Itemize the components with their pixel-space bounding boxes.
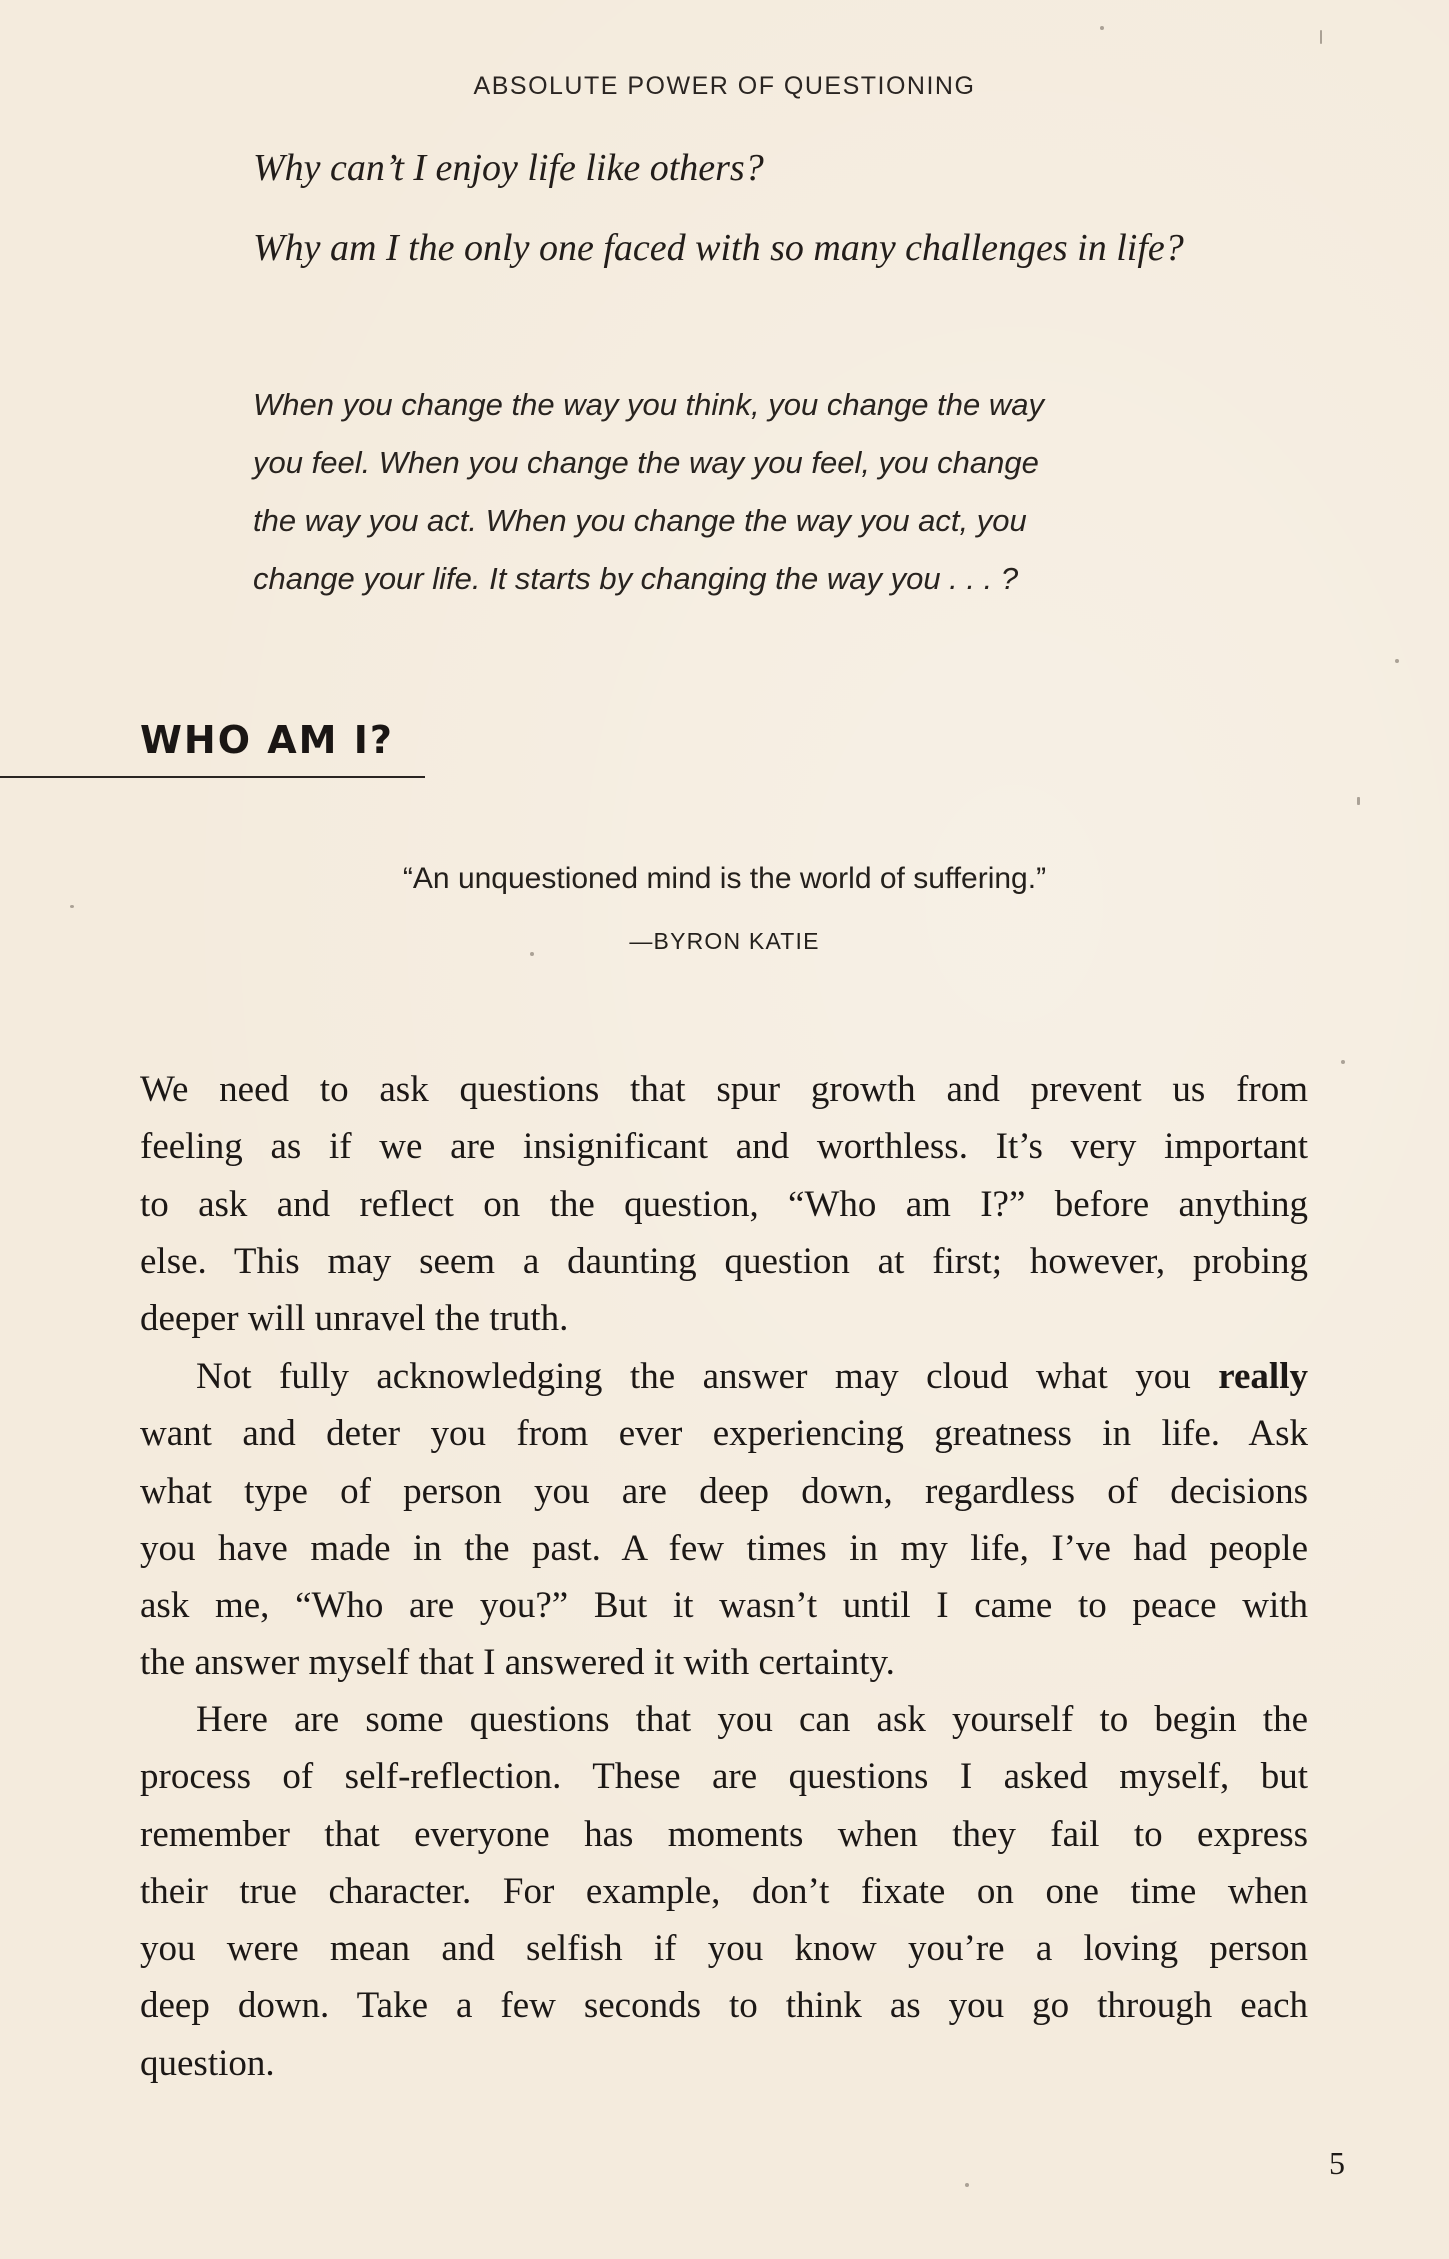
boxed-quote-line: When you change the way you think, you change the way [253, 387, 1044, 422]
paragraph-line: their true character. For example, don’t fixate on one time when [140, 1870, 1308, 1912]
running-head: ABSOLUTE POWER OF QUESTIONING [473, 72, 976, 100]
section-heading: WHO AM I? [140, 718, 394, 762]
paragraph-3 [140, 1691, 1308, 2092]
paragraph-text: Not fully acknowledging the answer may cloud what you [196, 1356, 1191, 1397]
paragraph-line: Here are some questions that you can ask yourself to begin the [196, 1699, 1308, 1740]
paragraph-line: else. This may seem a daunting question at first; however, probing [140, 1240, 1308, 1282]
paragraph-1 [140, 1061, 1308, 1347]
epigraph-attribution: —BYRON KATIE [629, 928, 820, 954]
boxed-quote [253, 376, 1213, 608]
paragraph-line: process of self-reflection. These are questions I asked myself, but [140, 1756, 1308, 1798]
paper-speck [1320, 30, 1322, 44]
boxed-quote-line: change your life. It starts by changing the way you . . . ? [253, 561, 1019, 596]
epigraph-quote: “An unquestioned mind is the world of suffering.” [402, 862, 1047, 895]
paragraph-line: ask me, “Who are you?” But it wasn’t until I came to peace with [140, 1585, 1308, 1627]
paragraph-2 [140, 1348, 1308, 1692]
paragraph-line: deeper will unravel the truth. [140, 1298, 569, 1340]
boxed-quote-line: you feel. When you change the way you feel, you change [253, 445, 1039, 480]
boxed-quote-line: the way you act. When you change the way you act, you [253, 503, 1027, 538]
paragraph-line: the answer myself that I answered it with certainty. [140, 1642, 895, 1684]
paper-speck [1341, 1060, 1345, 1064]
italic-question-1: Why can’t I enjoy life like others? [253, 147, 764, 189]
page-number: 5 [1329, 2145, 1345, 2181]
paragraph-line: what type of person you are deep down, regardless of decisions [140, 1470, 1308, 1512]
paragraph-line [140, 1348, 1308, 1405]
paragraph-line: feeling as if we are insignificant and worthless. It’s very important [140, 1126, 1308, 1168]
paper-speck [1100, 26, 1104, 30]
paper-speck [1395, 659, 1399, 663]
paper-speck [1357, 797, 1360, 805]
paragraph-line: question. [140, 2042, 275, 2084]
paragraph-line: you have made in the past. A few times in my life, I’ve had people [140, 1527, 1308, 1569]
paragraph-line: remember that everyone has moments when they fail to express [140, 1813, 1308, 1855]
heading-rule [0, 776, 425, 778]
paper-speck [530, 952, 534, 956]
paragraph-line: you were mean and selfish if you know you’re a loving person [140, 1928, 1308, 1970]
paper-speck [965, 2183, 969, 2187]
paragraph-line: deep down. Take a few seconds to think as you go through each [140, 1985, 1308, 2027]
paper-speck [70, 905, 74, 908]
emphasis-really: really [1218, 1356, 1308, 1397]
paragraph-line: to ask and reflect on the question, “Who am I?” before anything [140, 1183, 1308, 1225]
paragraph-line: We need to ask questions that spur growth and prevent us from [140, 1069, 1308, 1110]
paragraph-line: want and deter you from ever experiencing greatness in life. Ask [140, 1413, 1308, 1455]
italic-question-2: Why am I the only one faced with so many challenges in life? [253, 227, 1184, 269]
